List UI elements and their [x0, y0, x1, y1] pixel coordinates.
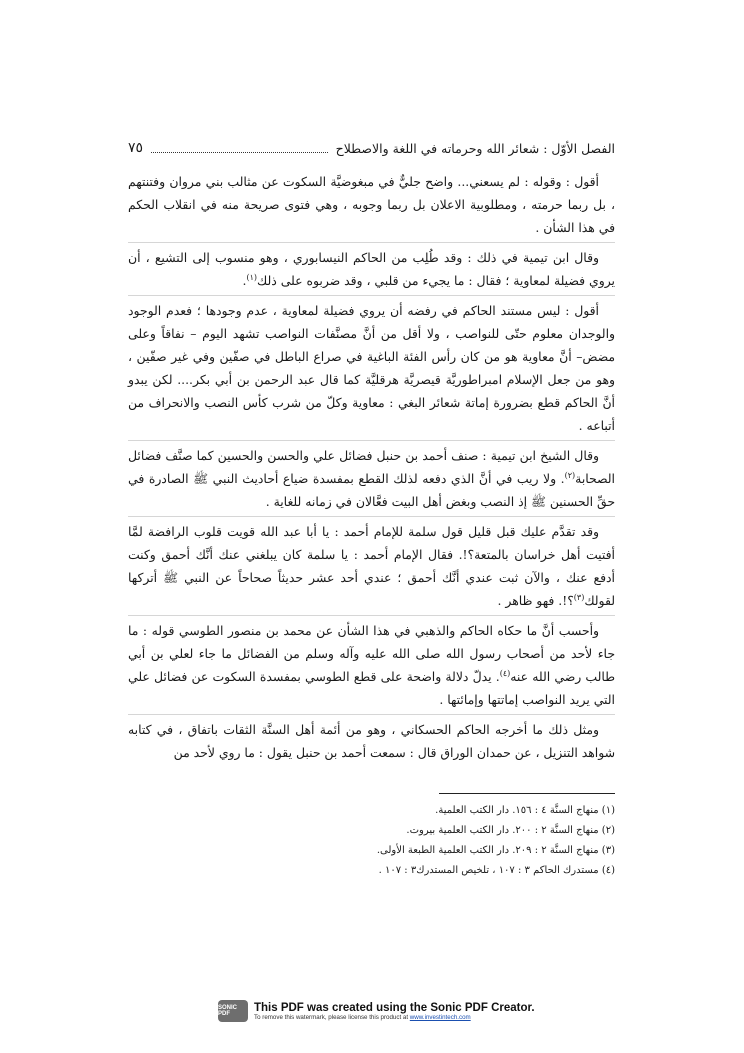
paragraph: أقول : ليس مستند الحاكم في رفضه أن يروي فضيلة لمعاوية ، عدم وجودها ؛ فعدم الوجود والوجدان معلوم حتّى للنواصب ، ولا أقل من أنَّ مصنَّفات النواصب تشهد اليوم – نفاقاً وعلى مضض– أنَّ معاوية هو من كان رأس الفئة الباغية في صراع الباطل في صفّين وفي غير صفّين ، وهو من جعل الإسلام امبراطوريَّة قيصريَّة هرقليَّة كما قال عبد الرحمن بن أبي بكر.... لكن يبدو أنَّ الحاكم قطع بضرورة إماتة شعائر البغي : معاوية وكلّ من شرب كأس النصب والانحراف من أتباعه . [128, 303, 615, 433]
footnote: (٣) منهاج السنَّة ٢ : ٢٠٩. دار الكتب العلمية الطبعة الأولى. [376, 845, 615, 856]
watermark-link[interactable]: www.investintech.com [409, 1013, 471, 1021]
watermark-subtitle: To remove this watermark, please license this product at www.investintech.com [254, 1013, 471, 1021]
footnote: (١) منهاج السنَّة ٤ : ١٥٦. دار الكتب العلمية. [435, 805, 615, 816]
paragraph-separator [128, 440, 615, 441]
footnote: (٢) منهاج السنَّة ٢ : ٢٠٠. دار الكتب العلمية بيروت. [406, 825, 615, 836]
paragraph: وقال ابن تيمية في ذلك : وقد طُلِب من الحاكم النيسابوري ، وهو منسوب إلى التشيع ، أن يروي فضيلة لمعاوية ؛ فقال : ما يجيء من قلبي ، وقد ضربوه على ذلك$^{(١)}$. [128, 250, 615, 288]
footnote: (٤) مستدرك الحاكم ٣ : ١٠٧ ، تلخيص المستدرك٣ : ١٠٧ . [378, 865, 615, 876]
paragraph: ومثل ذلك ما أخرجه الحاكم الحسكاني ، وهو من أئمة أهل السنَّة الثقات باتفاق ، في كتابه شواهد التنزيل ، عن حمدان الوراق قال : سمعت أحمد بن حنبل يقول : ما روي لأحد من [128, 722, 615, 760]
watermark-title: This PDF was created using the Sonic PDF Creator. [254, 1001, 535, 1014]
paragraph-separator [128, 295, 615, 296]
chapter-title: الفصل الأوّل : شعائر الله وحرماته في اللغة والاصطلاح [335, 140, 615, 156]
page-number: ٧٥ [128, 140, 144, 156]
paragraph: وقد تقدَّم عليك قبل قليل قول سلمة للإمام أحمد : يا أبا عبد الله قويت قلوب الرافضة لمَّا أفتيت أهل خراسان بالمتعة؟!. فقال الإمام أحمد : يا سلمة كان يبلغني عنك أنَّك أحمق وكنت أدفع عنك ، والآن ثبت عندي أنَّك أحمق ؛ عندي أحد عشر حديثاً صحاحاً عن النبي ﷺ أتركها لقولك$^{(٣)}$؟!. فهو ظاهر . [128, 524, 615, 608]
paragraph-separator [128, 516, 615, 517]
footnote-ref: (٢) [564, 470, 576, 480]
footnote-ref: (٤) [499, 668, 511, 678]
paragraph-separator [128, 242, 615, 243]
body-text [128, 170, 615, 764]
header-dot-leader [151, 144, 328, 153]
footnotes [128, 801, 615, 881]
footnote-ref: (٣) [573, 592, 585, 602]
pdf-watermark [218, 998, 538, 1024]
footnote-ref: (١) [246, 272, 258, 282]
paragraph-separator [128, 615, 615, 616]
paragraph: وأحسب أنَّ ما حكاه الحاكم والذهبي في هذا الشأن عن محمد بن منصور الطوسي قوله : ما جاء لأحد من أصحاب رسول الله صلى الله عليه وآله وسلم من الفضائل ما جاء لعلي بن أبي طالب رضي الله عنه$^{(٤)}$. يدلّ دلالة واضحة على قطع الطوسي بمفسدة السكوت عن فضائل علي التي يريد النواصب إماتتها وإمائتها . [128, 623, 615, 707]
paragraph: وقال الشيخ ابن تيمية : صنف أحمد بن حنبل فضائل علي والحسن والحسين كما صنَّف فضائل الصحابة$^{(٢)}$. ولا ريب في أنَّ الذي دفعه لذلك القطع بمفسدة ضياع أحاديث النبي ﷺ الصادرة في حقِّ الحسنين ﷺ إذ النصب وبغض أهل البيت فعَّالان في زمانه للغاية . [128, 448, 615, 509]
footnote-rule [439, 793, 615, 794]
paragraph-separator [128, 714, 615, 715]
sonic-pdf-logo-icon: SONIC PDF [218, 1000, 248, 1022]
paragraph: أقول : وقوله : لم يسعني... واضح جليٌّ في مبغوضيَّة السكوت عن مثالب بني مروان وفتنتهم ، بل ربما حرمته ، ومطلوبية الاعلان بل ربما وجوبه ، وهي فتوى صريحة منه في انقلاب الحكم في هذا الشأن . [128, 174, 615, 235]
running-header [128, 136, 615, 160]
